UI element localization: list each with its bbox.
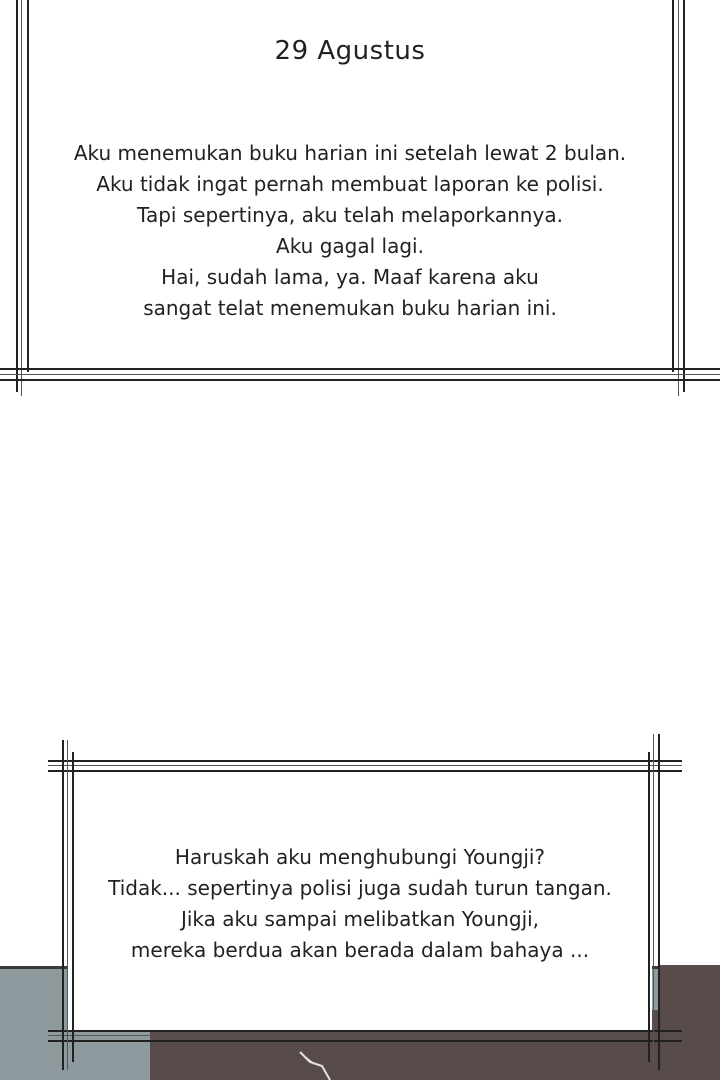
diary-line: Aku tidak ingat pernah membuat laporan ke polisi. <box>96 172 604 196</box>
box-frame-top-inner <box>48 770 682 772</box>
box-frame-bottom-mid <box>48 1035 682 1036</box>
box-frame-right-outer <box>658 734 660 1070</box>
box-frame-bottom-outer <box>48 1040 682 1042</box>
box-frame-right-mid <box>653 734 654 1070</box>
frame-bottom-outer <box>0 379 720 381</box>
box-frame-left-mid <box>67 740 68 1070</box>
narration-line: Tidak... sepertinya polisi juga sudah turun tangan. <box>108 876 612 900</box>
box-frame-top-outer <box>48 760 682 762</box>
frame-bottom-mid <box>0 374 720 375</box>
diary-entry-text <box>30 138 670 324</box>
box-frame-left-outer <box>62 740 64 1070</box>
scene-dark-shape-right <box>660 965 720 1015</box>
narration-line: mereka berdua akan berada dalam bahaya ... <box>130 938 590 962</box>
narration-line: Haruskah aku menghubungi Youngji? <box>174 845 546 869</box>
diary-line: Aku menemukan buku harian ini setelah lewat 2 bulan. <box>73 141 627 165</box>
diary-line: sangat telat menemukan buku harian ini. <box>143 296 557 320</box>
box-frame-top-mid <box>48 765 682 766</box>
diary-date: 29 Agustus <box>274 36 426 66</box>
diary-line: Tapi sepertinya, aku telah melaporkannya. <box>137 203 563 227</box>
narration-text <box>70 842 650 966</box>
diary-line: Aku gagal lagi. <box>276 234 424 258</box>
figure-sketch-icon <box>296 1050 336 1080</box>
frame-bottom-inner <box>0 368 720 370</box>
diary-line: Hai, sudah lama, ya. Maaf karena aku <box>161 265 539 289</box>
narration-line: Jika aku sampai melibatkan Youngji, <box>180 907 540 931</box>
box-frame-bottom-inner <box>48 1030 682 1032</box>
